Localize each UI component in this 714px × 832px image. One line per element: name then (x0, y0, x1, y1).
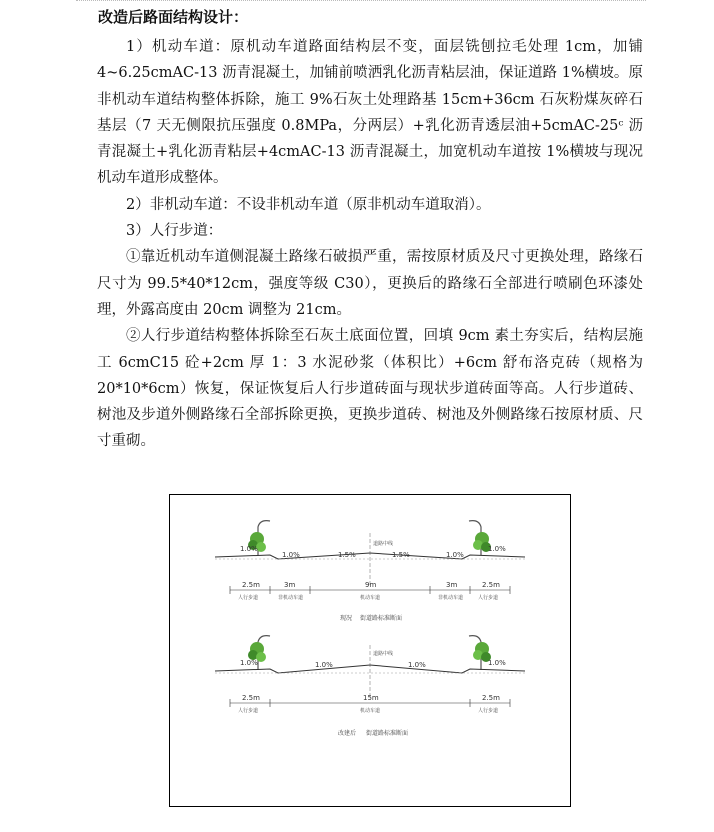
bottom-cross-section (215, 636, 525, 737)
segment-label: 非机动车道 (278, 595, 304, 601)
slope-label: 1.0% (315, 661, 333, 669)
figure-caption: 街道路标准断面 (366, 730, 409, 737)
top-cross-section (215, 521, 525, 622)
width-label: 3m (446, 581, 458, 589)
section-heading: 改造后路面结构设计： (98, 8, 249, 26)
body-text (97, 34, 643, 455)
width-label: 2.5m (242, 694, 260, 702)
width-label: 3m (284, 581, 296, 589)
cross-section-drawing (170, 495, 570, 806)
paragraph-sidewalk-structure: ②人行步道结构整体拆除至石灰土底面位置，回填 9cm 素土夯实后，结构层施工 6cmC15 砼+2cm 厚 1：3 水泥砂浆（体积比）+6cm 舒布洛克砖（规格为 20*10*6cm）恢复，保证恢复后人行步道砖面与现状步道砖面等高。人行步道砖、树池及步道外侧路缘石全部拆除更换，更换步道砖、树池及外侧路缘石按原材质、尺寸重砌。 (97, 328, 643, 450)
slope-label: 1.0% (408, 661, 426, 669)
caption-prefix: 改建后 (338, 730, 357, 737)
slope-label: 1.5% (338, 551, 356, 559)
slope-label: 1.0% (240, 659, 258, 667)
paragraph-curbstone: ①靠近机动车道侧混凝土路缘石破损严重，需按原材质及尺寸更换处理，路缘石尺寸为 99.5*40*12cm，强度等级 C30），更换后的路缘石全部进行喷刷色环漆处理，外露高度由 20cm 调整为 21cm。 (97, 249, 643, 318)
slope-label: 1.0% (446, 551, 464, 559)
slope-label: 1.0% (488, 659, 506, 667)
cross-section-figure (169, 494, 571, 807)
figure-caption: 街道路标准断面 (360, 615, 403, 622)
segment-label: 人行步道 (478, 708, 499, 714)
paragraph-sidewalk-title: 3）人行步道： (126, 223, 223, 240)
width-label: 2.5m (242, 581, 260, 589)
segment-label: 非机动车道 (438, 595, 464, 601)
slope-label: 1.0% (282, 551, 300, 559)
segment-label: 人行步道 (238, 708, 259, 714)
paragraph-non-motor-lane: 2）非机动车道：不设非机动车道（原非机动车道取消）。 (126, 196, 491, 213)
width-label: 9m (365, 581, 377, 589)
center-line-label: 道路中线 (373, 541, 394, 547)
width-label: 2.5m (482, 694, 500, 702)
caption-prefix: 现况 (340, 615, 353, 622)
slope-label: 1.0% (488, 545, 506, 553)
segment-label: 人行步道 (238, 595, 259, 601)
page-top-border (76, 0, 646, 3)
center-line-label: 道路中线 (373, 651, 394, 657)
segment-label: 机动车道 (360, 595, 381, 601)
slope-label: 1.5% (392, 551, 410, 559)
width-label: 15m (363, 694, 379, 702)
paragraph-motor-lane: 1）机动车道：原机动车道路面结构层不变，面层铣刨拉毛处理 1cm，加铺 4~6.25cmAC-13 沥青混凝土，加铺前喷洒乳化沥青粘层油，保证道路 1%横坡。原非机动车道结构整体拆除，施工 9%石灰土处理路基 15cm+36cm 石灰粉煤灰碎石基层（7 天无侧限抗压强度 0.8MPa，分两层）+乳化沥青透层油+5cmAC-25ᶜ 沥青混凝土+乳化沥青粘层+4cmAC-13 沥青混凝土，加宽机动车道按 1%横坡与现况机动车道形成整体。 (97, 39, 643, 187)
segment-label: 人行步道 (478, 595, 499, 601)
slope-label: 1.0% (240, 545, 258, 553)
width-label: 2.5m (482, 581, 500, 589)
segment-label: 机动车道 (360, 708, 381, 714)
